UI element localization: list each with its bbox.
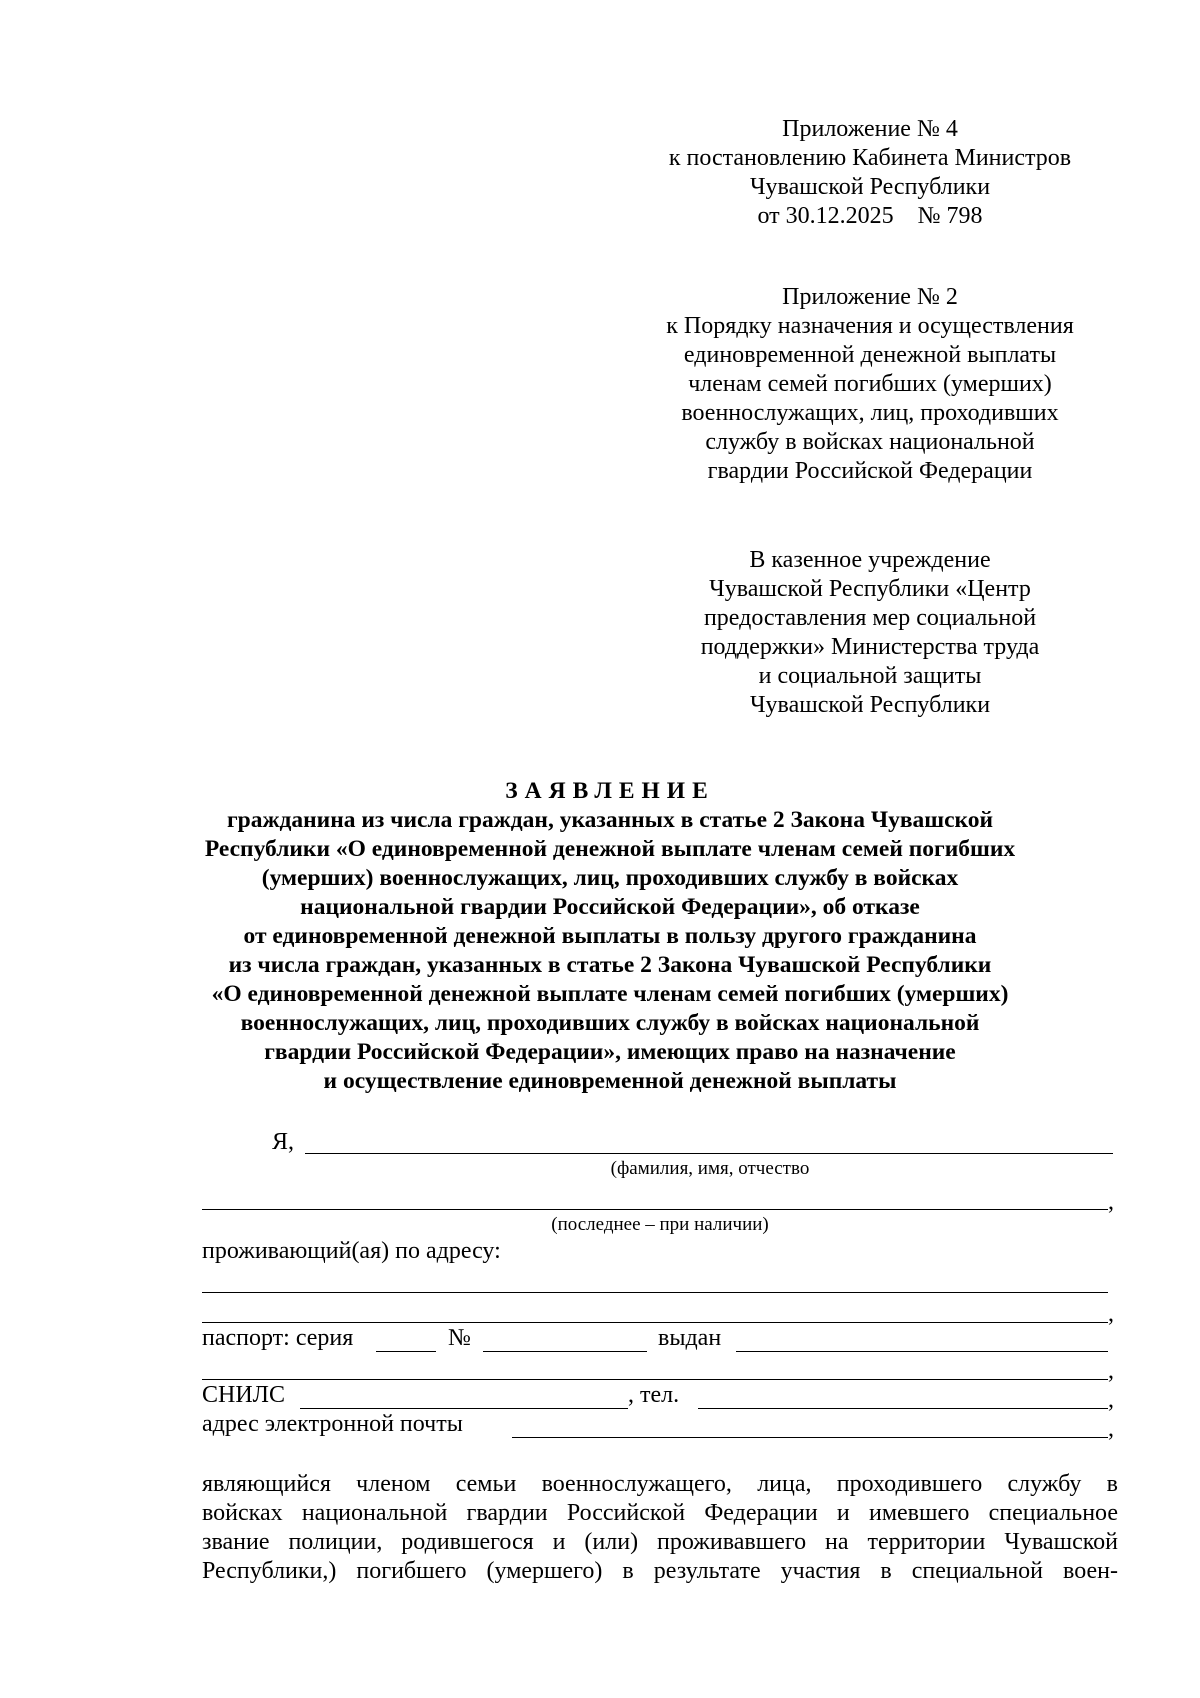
addressee-line-1: В казенное учреждение (749, 547, 991, 573)
statement-title-block (150, 777, 1070, 1096)
passport-issued-field-2[interactable] (202, 1379, 1108, 1380)
appendix-2-line-3: единовременной денежной выплаты (683, 342, 1057, 368)
address-field-2[interactable] (202, 1322, 1108, 1323)
title-line-10: и осуществление единовременной денежной выплаты (323, 1068, 897, 1094)
title-line-5: от единовременной денежной выплаты в пользу другого гражданина (243, 923, 977, 949)
addressee-line-2: Чувашской Республики «Центр (709, 576, 1031, 602)
body-paragraph (202, 1470, 1118, 1586)
body-line-4: Республики,) погибшего (умершего) в результате участия в специальной воен- (202, 1558, 1118, 1584)
addressee-line-3: предоставления мер социальной (703, 605, 1037, 631)
appendix-4-line-4: от 30.12.2025 № 798 (757, 203, 983, 229)
phone-comma: , (1108, 1387, 1114, 1413)
appendix-4-block (620, 115, 1120, 231)
email-comma: , (1108, 1416, 1114, 1442)
title-line-1: гражданина из числа граждан, указанных в статье 2 Закона Чувашской (226, 807, 994, 833)
snils-label: СНИЛС (202, 1382, 285, 1408)
appendix-4-line-2: к постановлению Кабинета Министров (668, 145, 1072, 171)
fio-field[interactable] (305, 1153, 1113, 1154)
fio-caption-2: (последнее – при наличии) (551, 1214, 769, 1235)
body-line-3: звание полиции, родившегося и (или) проживавшего на территории Чувашской (202, 1529, 1118, 1555)
passport-number-label: № (448, 1325, 471, 1351)
email-field[interactable] (512, 1437, 1108, 1438)
address-field-1[interactable] (202, 1292, 1108, 1293)
appendix-2-line-4: членам семей погибших (умерших) (688, 371, 1052, 397)
phone-label: , тел. (628, 1382, 680, 1408)
addressee-line-4: поддержки» Министерства труда (700, 634, 1040, 660)
addressee-block (620, 546, 1120, 720)
appendix-2-line-2: к Порядку назначения и осуществления (666, 313, 1074, 339)
statement-heading: ЗАЯВЛЕНИЕ (505, 778, 715, 804)
passport-issued-label: выдан (658, 1325, 722, 1351)
title-line-4: национальной гвардии Российской Федерации», об отказе (300, 894, 920, 920)
snils-field[interactable] (300, 1408, 628, 1409)
title-line-6: из числа граждан, указанных в статье 2 Закона Чувашской Республики (228, 952, 992, 978)
addressee-line-5: и социальной защиты (758, 663, 982, 689)
appendix-2-line-1: Приложение № 2 (782, 284, 958, 310)
passport-number-field[interactable] (483, 1351, 647, 1352)
fio-comma: , (1108, 1189, 1114, 1215)
title-line-2: Республики «О единовременной денежной выплате членам семей погибших (204, 836, 1016, 862)
addressee-line-6: Чувашской Республики (749, 692, 991, 718)
appendix-2-line-7: гвардии Российской Федерации (707, 458, 1033, 484)
appendix-4-line-1: Приложение № 4 (782, 116, 958, 142)
address-label: проживающий(ая) по адресу: (202, 1238, 501, 1264)
body-line-1: являющийся членом семьи военнослужащего, лица, проходившего службу в (202, 1471, 1118, 1497)
passport-comma: , (1108, 1358, 1114, 1384)
title-line-9: гвардии Российской Федерации», имеющих право на назначение (264, 1039, 956, 1065)
title-line-8: военнослужащих, лиц, проходивших службу в войсках национальной (240, 1010, 980, 1036)
fio-field-continued[interactable] (202, 1209, 1108, 1210)
body-line-2: войсках национальной гвардии Российской Федерации и имевшего специальное (202, 1500, 1118, 1526)
phone-field[interactable] (698, 1408, 1108, 1409)
title-line-3: (умерших) военнослужащих, лиц, проходивших службу в войсках (261, 865, 959, 891)
appendix-4-line-3: Чувашской Республики (749, 174, 991, 200)
appendix-2-line-6: службу в войсках национальной (705, 429, 1035, 455)
passport-issued-field[interactable] (736, 1351, 1108, 1352)
address-comma: , (1108, 1301, 1114, 1327)
email-label: адрес электронной почты (202, 1411, 463, 1437)
fio-caption: (фамилия, имя, отчество (610, 1158, 810, 1179)
ya-label: Я, (272, 1129, 295, 1155)
appendix-2-line-5: военнослужащих, лиц, проходивших (681, 400, 1059, 426)
passport-series-field[interactable] (376, 1351, 436, 1352)
title-line-7: «О единовременной денежной выплате членам семей погибших (умерших) (211, 981, 1009, 1007)
appendix-2-block (620, 283, 1120, 486)
passport-series-label: паспорт: серия (202, 1325, 354, 1351)
